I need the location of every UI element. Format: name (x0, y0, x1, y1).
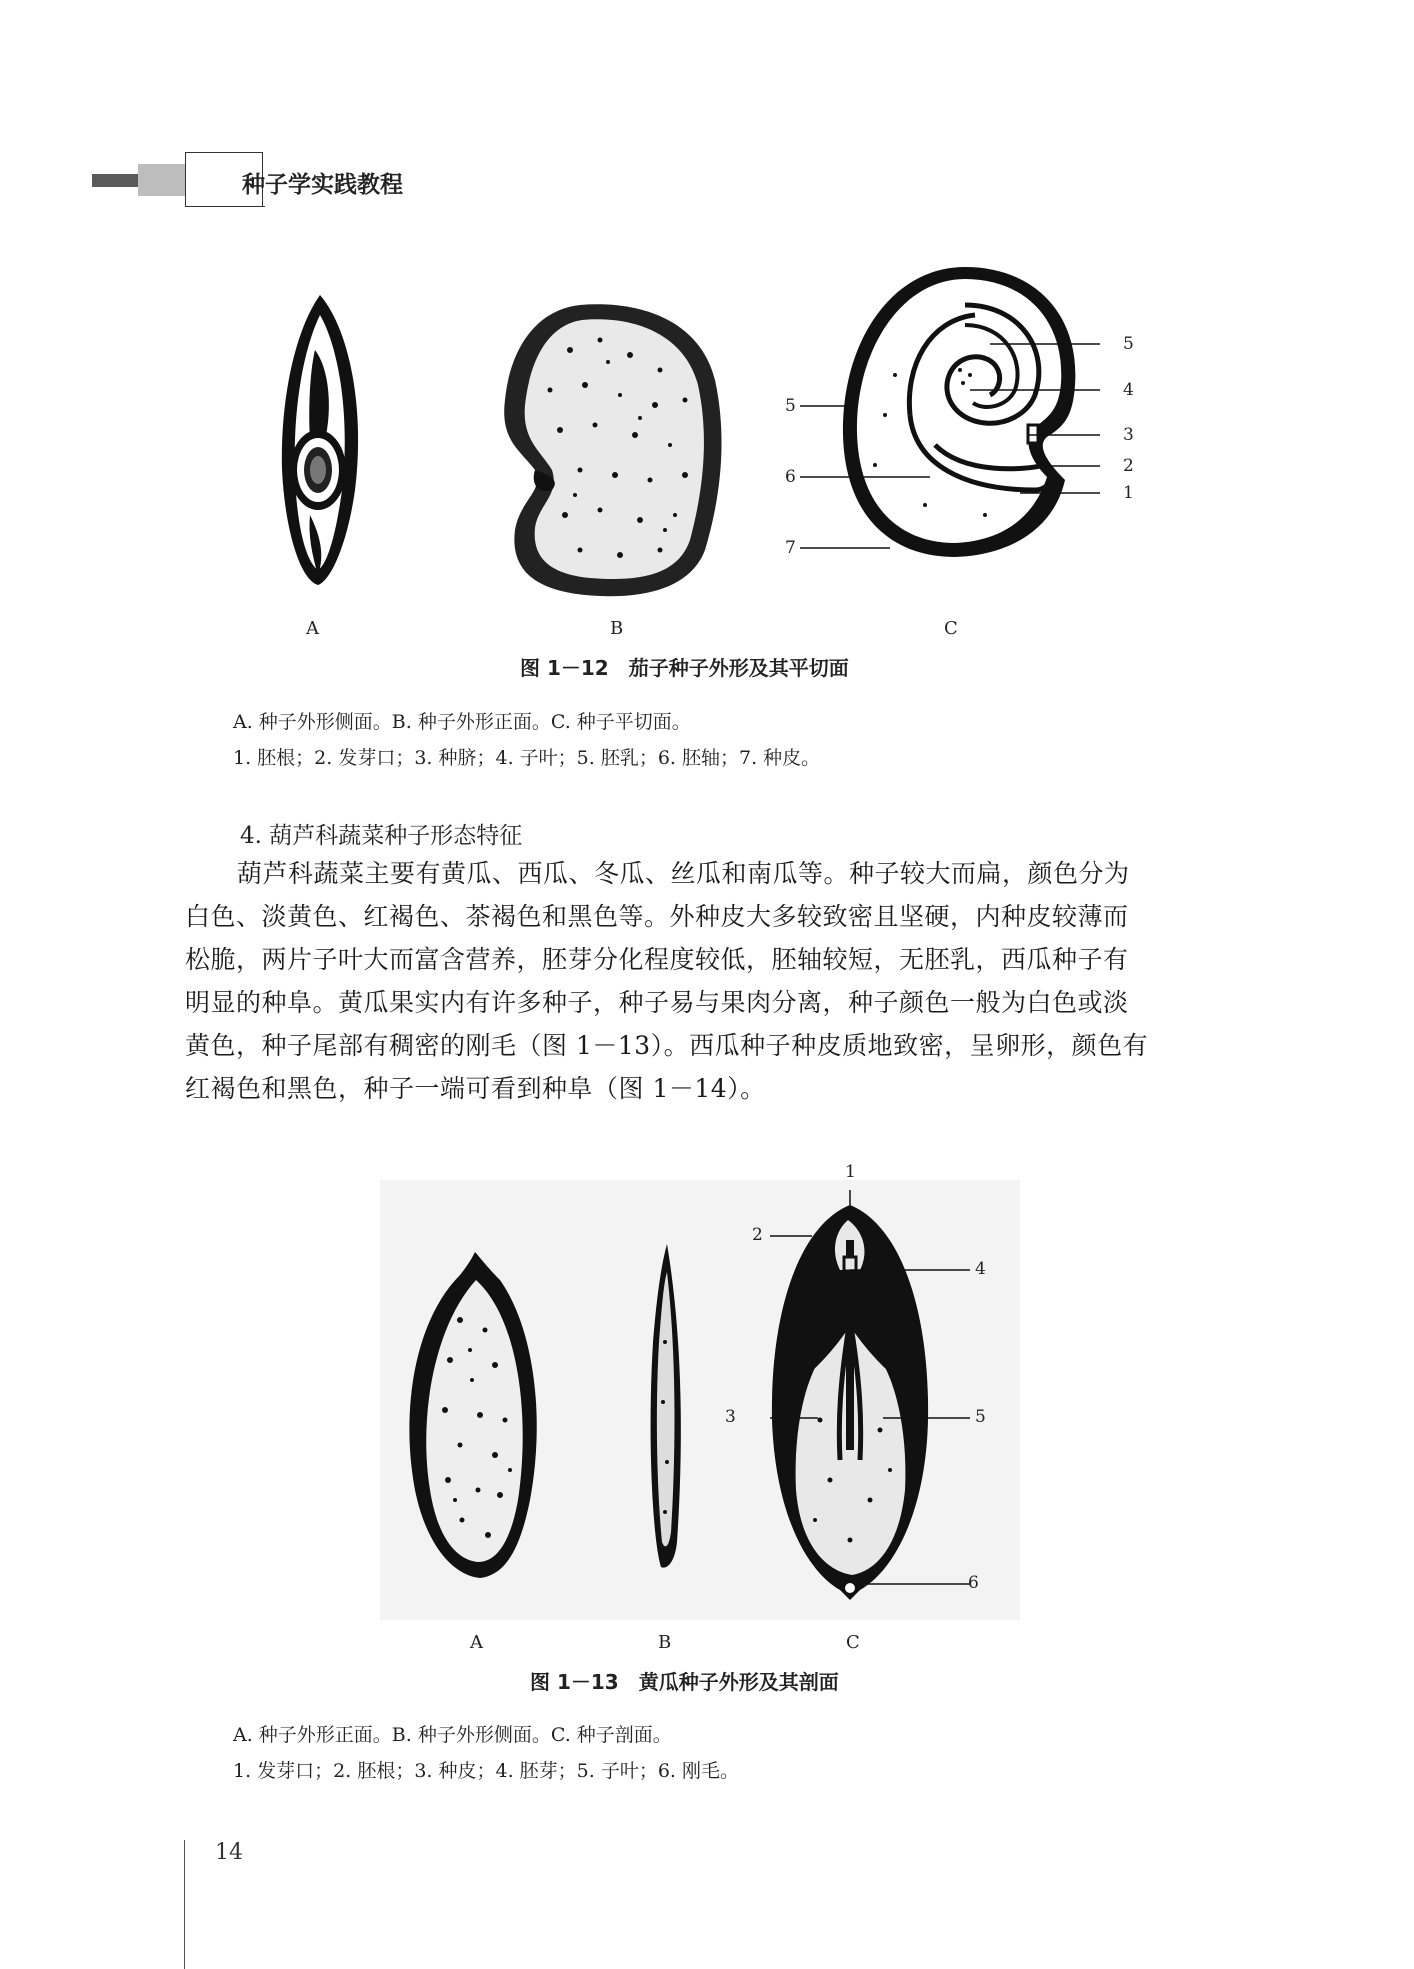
fig13-callout-1: 1 (845, 1162, 856, 1182)
paragraph-line-3: 松脆，两片子叶大而富含营养，胚芽分化程度较低，胚轴较短，无胚乳，西瓜种子有 (185, 945, 1129, 974)
header-decor-dark (92, 174, 138, 187)
fig12-callout-1: 1 (1123, 483, 1134, 503)
figure12-seed-b-front-view (490, 300, 730, 600)
fig13-callout-4: 4 (975, 1259, 986, 1279)
figure12-note-parts: A. 种子外形侧面。B. 种子外形正面。C. 种子平切面。 (233, 711, 691, 733)
paragraph-line-2: 白色、淡黄色、红褐色、茶褐色和黑色等。外种皮大多较致密且坚硬，内种皮较薄而 (185, 902, 1129, 931)
fig12-callout-2: 2 (1123, 456, 1134, 476)
paragraph-line-6: 红褐色和黑色，种子一端可看到种阜（图 1－14）。 (185, 1074, 766, 1103)
fig12-label-a: A (306, 618, 319, 639)
figure12-note-legend: 1. 胚根；2. 发芽口；3. 种脐；4. 子叶；5. 胚乳；6. 胚轴；7. 种皮。 (233, 747, 821, 769)
paragraph-line-4: 明显的种阜。黄瓜果实内有许多种子，种子易与果肉分离，种子颜色一般为白色或淡 (185, 988, 1129, 1017)
figure13-note-legend: 1. 发芽口；2. 胚根；3. 种皮；4. 胚芽；5. 子叶；6. 刚毛。 (233, 1760, 740, 1782)
paragraph-line-1: 葫芦科蔬菜主要有黄瓜、西瓜、冬瓜、丝瓜和南瓜等。种子较大而扁，颜色分为 (237, 859, 1130, 888)
fig12-callout-5-left: 5 (785, 396, 796, 416)
fig12-callout-4: 4 (1123, 380, 1134, 400)
figure13-caption: 图 1－13 黄瓜种子外形及其剖面 (530, 1670, 839, 1694)
section-paragraph (185, 852, 1225, 1110)
header-frame-bottom (185, 206, 265, 207)
fig13-label-a: A (470, 1632, 483, 1653)
section-heading: 4. 葫芦科蔬菜种子形态特征 (240, 823, 523, 849)
fig13-callout-5: 5 (975, 1407, 986, 1427)
figure13-seed-a-front-view (400, 1250, 550, 1580)
figure13-seed-b-side-view (635, 1242, 695, 1572)
figure12-callout-lines (790, 330, 1120, 560)
figure12-caption: 图 1－12 茄子种子外形及其平切面 (520, 656, 849, 680)
fig13-callout-3: 3 (725, 1407, 736, 1427)
fig12-label-b: B (610, 618, 624, 639)
header-decor-light (138, 164, 186, 196)
fig13-callout-6: 6 (968, 1573, 979, 1593)
fig13-label-c: C (846, 1632, 860, 1653)
fig12-callout-5-right: 5 (1123, 334, 1134, 354)
header-frame-left (185, 152, 186, 207)
fig13-label-b: B (658, 1632, 672, 1653)
fig12-callout-7: 7 (785, 538, 796, 558)
footer-rule (184, 1840, 185, 1969)
book-title: 种子学实践教程 (242, 172, 403, 198)
figure12-seed-a-side-view (270, 290, 370, 590)
fig12-callout-6: 6 (785, 467, 796, 487)
fig12-callout-3: 3 (1123, 425, 1134, 445)
paragraph-line-5: 黄色，种子尾部有稠密的刚毛（图 1－13）。西瓜种子种皮质地致密，呈卵形，颜色有 (185, 1031, 1149, 1060)
fig13-callout-2: 2 (752, 1225, 763, 1245)
figure13-note-parts: A. 种子外形正面。B. 种子外形侧面。C. 种子剖面。 (233, 1724, 672, 1746)
fig12-label-c: C (944, 618, 958, 639)
page-number: 14 (215, 1840, 243, 1865)
